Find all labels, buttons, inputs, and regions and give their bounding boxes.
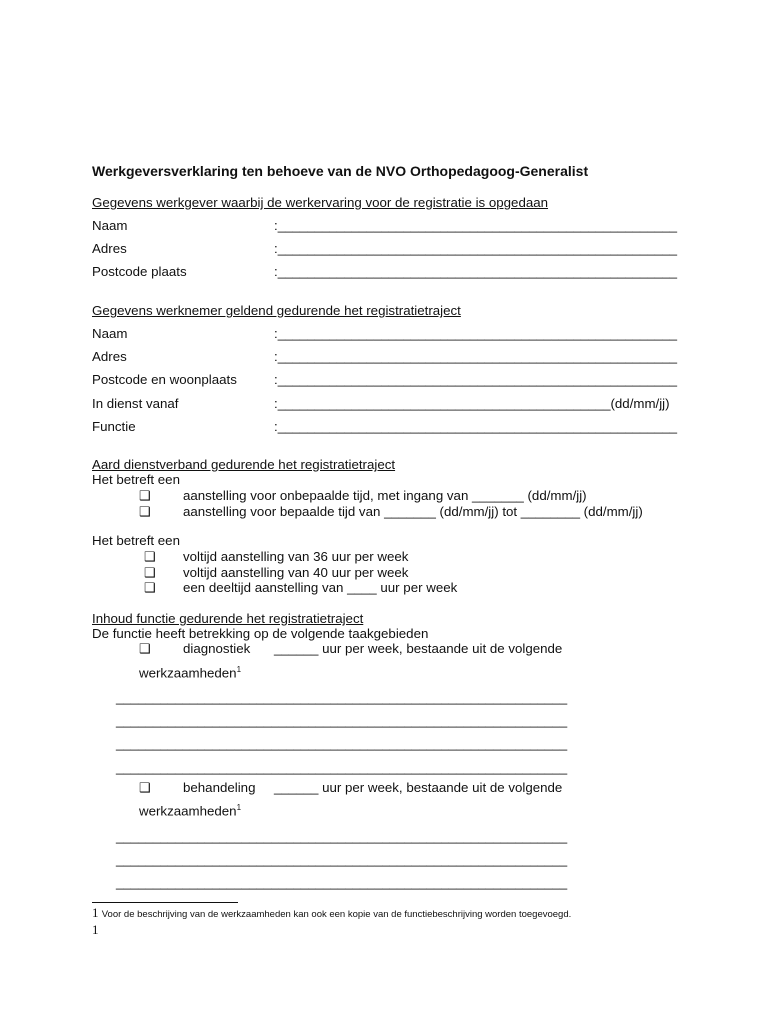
diagnostiek-line-3[interactable]: _____________________________________________________________ <box>116 736 568 751</box>
checkbox-parttime[interactable]: ❑ <box>144 580 156 595</box>
employee-postcode-label: Postcode en woonplaats <box>92 372 237 387</box>
behandeling-hours-field[interactable]: ______ uur per week, bestaande uit de volgende <box>274 780 563 795</box>
behandeling-line-1[interactable]: _____________________________________________________________ <box>116 829 568 844</box>
diagnostiek-line-4[interactable]: _____________________________________________________________ <box>116 760 568 775</box>
footnote-ref: 1 <box>236 803 242 812</box>
employer-postcode-field[interactable]: :______________________________________________________ <box>274 264 678 279</box>
employee-name-label: Naam <box>92 326 128 341</box>
diagnostiek-werkzaamheden-label: werkzaamheden$^1$ <box>139 665 242 681</box>
behandeling-line-2[interactable]: _____________________________________________________________ <box>116 852 568 867</box>
checkbox-fulltime-40[interactable]: ❑ <box>144 565 156 580</box>
employee-startdate-field[interactable]: :_____________________________________________(dd/mm/jj) <box>274 396 670 411</box>
footnote-text: Voor de beschrijving van de werkzaamheden kan ook een kopie van de functiebeschrijving worden toegevoegd. <box>101 909 572 920</box>
employer-heading: Gegevens werkgever waarbij de werkervaring voor de registratie is opgedaan <box>92 195 549 210</box>
employment-intro-2: Het betreft een <box>92 533 180 548</box>
employee-name-field[interactable]: :______________________________________________________ <box>274 326 678 341</box>
behandeling-werkzaamheden-label: werkzaamheden$^1$ <box>139 803 242 819</box>
diagnostiek-line-2[interactable]: _____________________________________________________________ <box>116 713 568 728</box>
employer-address-label: Adres <box>92 241 127 256</box>
employer-postcode-label: Postcode plaats <box>92 264 187 279</box>
employee-address-field[interactable]: :______________________________________________________ <box>274 349 678 364</box>
footnote-ref: 1 <box>236 665 242 674</box>
footnote-number: 1 <box>92 905 99 920</box>
employee-address-label: Adres <box>92 349 127 364</box>
employer-address-field[interactable]: :______________________________________________________ <box>274 241 678 256</box>
page-title: Werkgeversverklaring ten behoeve van de NVO Orthopedagoog-Generalist <box>92 163 589 179</box>
employee-startdate-label: In dienst vanaf <box>92 396 179 411</box>
page-number: 1 <box>92 922 99 937</box>
content-intro: De functie heeft betrekking op de volgende taakgebieden <box>92 626 429 641</box>
employer-name-label: Naam <box>92 218 128 233</box>
checkbox-fixed-term[interactable]: ❑ <box>139 504 151 519</box>
diagnostiek-hours-field[interactable]: ______ uur per week, bestaande uit de volgende <box>274 641 563 656</box>
employment-heading: Aard dienstverband gedurende het registratietraject <box>92 457 396 472</box>
checkbox-behandeling[interactable]: ❑ <box>139 780 151 795</box>
checkbox-fulltime-36[interactable]: ❑ <box>144 549 156 564</box>
diagnostiek-line-1[interactable]: _____________________________________________________________ <box>116 690 568 705</box>
employer-name-field[interactable]: :______________________________________________________ <box>274 218 678 233</box>
diagnostiek-label: diagnostiek <box>183 641 251 656</box>
option-indefinite-label: aanstelling voor onbepaalde tijd, met ingang van _______ (dd/mm/jj) <box>183 488 587 503</box>
option-fulltime-36-label: voltijd aanstelling van 36 uur per week <box>183 549 409 564</box>
content-heading: Inhoud functie gedurende het registratietraject <box>92 611 364 626</box>
employee-postcode-field[interactable]: :______________________________________________________ <box>274 372 678 387</box>
checkbox-diagnostiek[interactable]: ❑ <box>139 641 151 656</box>
checkbox-indefinite[interactable]: ❑ <box>139 488 151 503</box>
footnote <box>92 905 571 921</box>
employee-heading: Gegevens werknemer geldend gedurende het registratietraject <box>92 303 461 318</box>
option-fulltime-40-label: voltijd aanstelling van 40 uur per week <box>183 565 409 580</box>
option-parttime-label: een deeltijd aanstelling van ____ uur per week <box>183 580 458 595</box>
option-fixed-term-label: aanstelling voor bepaalde tijd van _______ (dd/mm/jj) tot ________ (dd/mm/jj) <box>183 504 643 519</box>
employee-function-label: Functie <box>92 419 136 434</box>
behandeling-line-3[interactable]: _____________________________________________________________ <box>116 875 568 890</box>
footnote-separator <box>92 902 238 903</box>
behandeling-label: behandeling <box>183 780 256 795</box>
employee-function-field[interactable]: :______________________________________________________ <box>274 419 678 434</box>
employment-intro-1: Het betreft een <box>92 472 180 487</box>
